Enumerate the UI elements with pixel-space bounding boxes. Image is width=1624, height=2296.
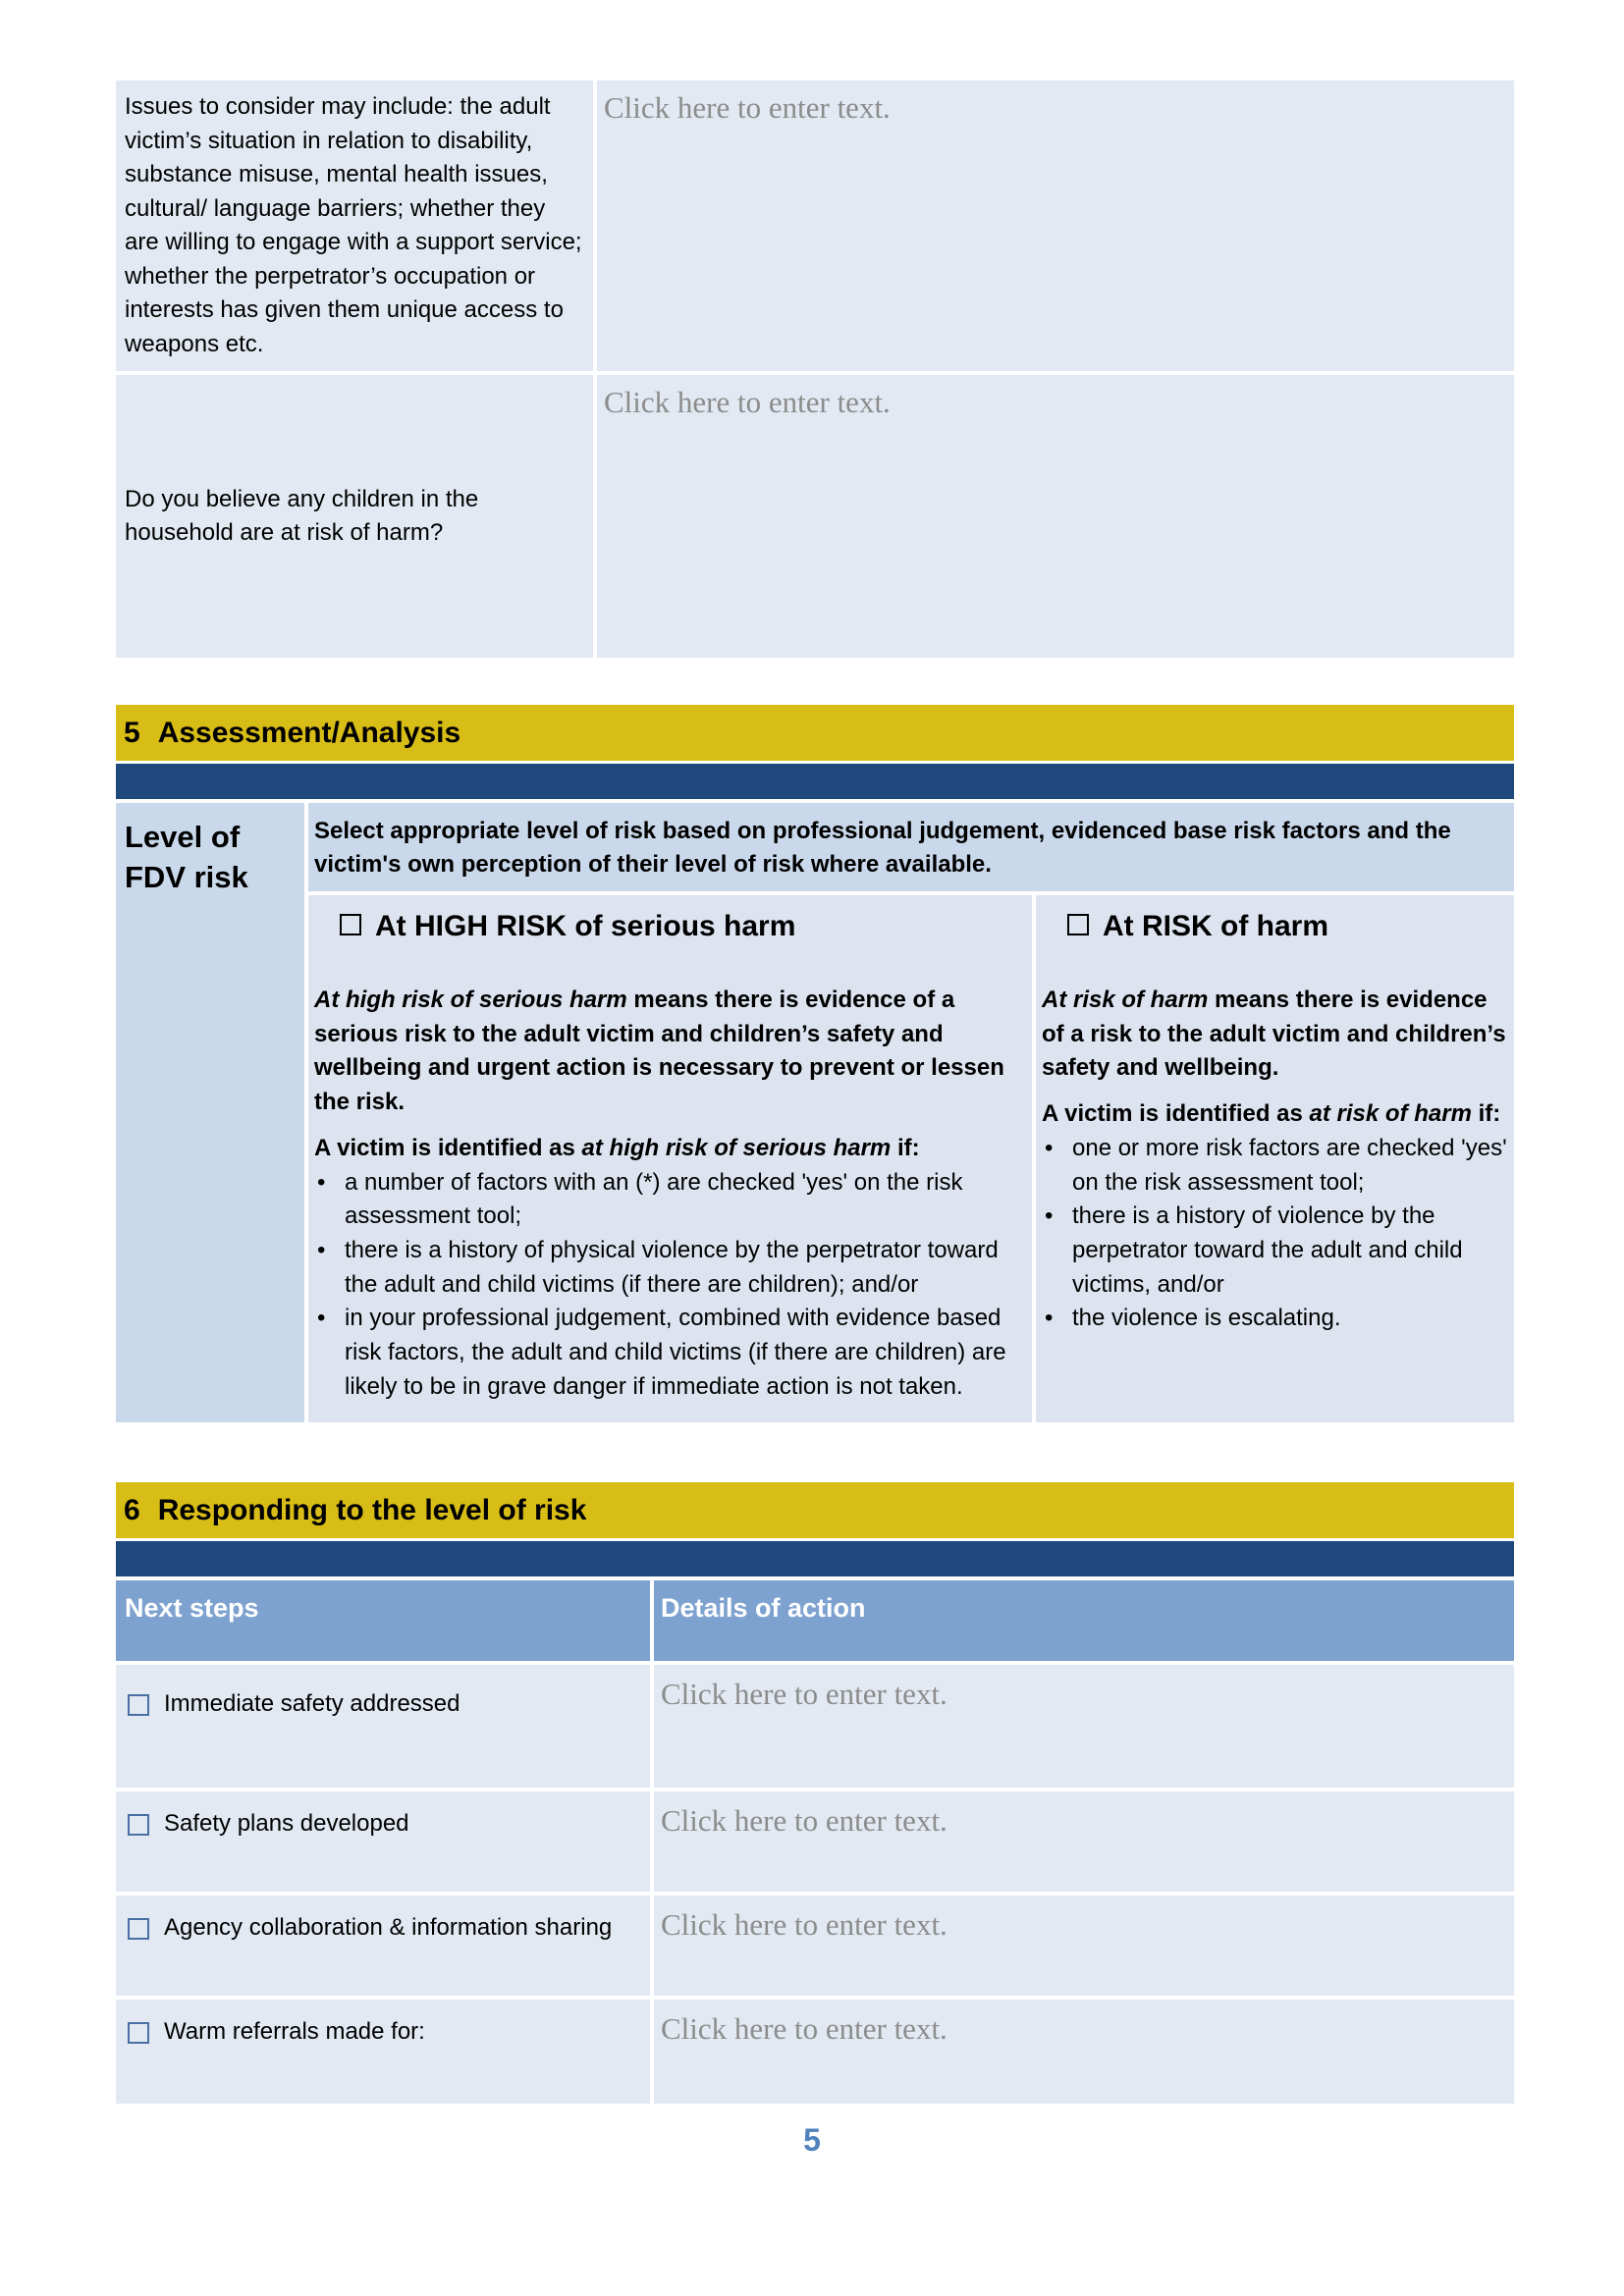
safety-plans-label: Safety plans developed xyxy=(164,1810,409,1837)
risk-identified-pre: A victim is identified as xyxy=(1042,1100,1310,1128)
section6-navy-bar xyxy=(116,1541,1514,1576)
next-steps-header-text: Next steps xyxy=(125,1593,259,1623)
children-question-text: Do you believe any children in the household are at risk of harm? xyxy=(125,485,479,546)
high-risk-identified-post: if: xyxy=(891,1134,920,1161)
high-risk-option xyxy=(308,895,1032,1422)
warm-referrals-placeholder: Click here to enter text. xyxy=(661,2011,947,2046)
list-item: • a number of factors with an (*) are checked 'yes' on the risk assessment tool; xyxy=(314,1166,1028,1234)
children-answer-placeholder: Click here to enter text. xyxy=(604,385,891,419)
high-risk-definition-em: At high risk of serious harm xyxy=(314,987,627,1013)
risk-identified-post: if: xyxy=(1471,1100,1501,1128)
issues-answer-placeholder: Click here to enter text. xyxy=(604,90,891,125)
details-column-header xyxy=(654,1580,1514,1661)
high-risk-heading-row[interactable] xyxy=(314,907,1028,946)
risk-heading-row[interactable] xyxy=(1042,907,1508,946)
safety-plans-checkbox[interactable] xyxy=(128,1814,149,1836)
risk-identified-em: at risk of harm xyxy=(1309,1100,1472,1128)
next-steps-column-header xyxy=(116,1580,650,1661)
safety-plans-details-field[interactable] xyxy=(654,1791,1514,1892)
immediate-safety-checkbox[interactable] xyxy=(128,1694,149,1716)
section5-number: 5 xyxy=(124,716,140,749)
risk-instruction-text: Select appropriate level of risk based on professional judgement, evidenced base risk factors and the victim's own perception of their level of risk where available. xyxy=(314,818,1451,878)
children-answer-field[interactable] xyxy=(597,375,1514,658)
list-item: • there is a history of violence by the perpetrator toward the adult and child victims, and/or xyxy=(1042,1200,1508,1302)
list-item: • the violence is escalating. xyxy=(1042,1302,1508,1336)
agency-collaboration-details-field[interactable] xyxy=(654,1896,1514,1996)
section5-navy-bar xyxy=(116,764,1514,799)
high-risk-checkbox[interactable] xyxy=(340,914,361,935)
level-of-risk-label: Level of FDV risk xyxy=(125,820,248,894)
section5-header xyxy=(116,705,1514,761)
children-question-cell xyxy=(116,375,593,658)
page-number: 5 xyxy=(803,2122,821,2158)
table-row xyxy=(116,2000,650,2104)
risk-criteria-list xyxy=(1042,1132,1508,1336)
list-item: • one or more risk factors are checked 'yes' on the risk assessment tool; xyxy=(1042,1132,1508,1200)
risk-instruction-cell xyxy=(308,803,1514,891)
warm-referrals-label: Warm referrals made for: xyxy=(164,2018,425,2045)
section6-header xyxy=(116,1482,1514,1538)
risk-identified xyxy=(1042,1097,1508,1132)
issues-question-text: Issues to consider may include: the adult victim’s situation in relation to disability, substance misuse, mental health issues, cultural/ language barriers; whether they are willing to engage with a support service; whether the perpetrator’s occupation or interests has given them unique access to weapons etc. xyxy=(125,93,582,357)
list-item: • there is a history of physical violence by the perpetrator toward the adult and child victims (if there are children); and/or xyxy=(314,1234,1028,1302)
high-risk-definition-rest: means there is evidence of a serious risk to the adult victim and children’s safety and wellbeing and urgent action is necessary to prevent or lessen the risk. xyxy=(314,987,1004,1116)
immediate-safety-details-field[interactable] xyxy=(654,1665,1514,1788)
high-risk-identified-pre: A victim is identified as xyxy=(314,1134,582,1161)
safety-plans-placeholder: Click here to enter text. xyxy=(661,1803,947,1838)
issues-answer-field[interactable] xyxy=(597,80,1514,371)
risk-definition-rest: means there is evidence of a risk to the adult victim and children’s safety and wellbeing. xyxy=(1042,987,1506,1082)
risk-definition-em: At risk of harm xyxy=(1042,987,1209,1013)
immediate-safety-label: Immediate safety addressed xyxy=(164,1690,460,1717)
level-of-risk-label-cell xyxy=(116,803,304,1422)
table-row xyxy=(116,1896,650,1996)
warm-referrals-checkbox[interactable] xyxy=(128,2022,149,2044)
agency-collaboration-placeholder: Click here to enter text. xyxy=(661,1907,947,1942)
table-row xyxy=(116,1791,650,1892)
table-row xyxy=(116,1665,650,1788)
risk-checkbox[interactable] xyxy=(1067,914,1089,935)
risk-option xyxy=(1036,895,1514,1422)
agency-collaboration-label: Agency collaboration & information sharing xyxy=(164,1914,613,1941)
risk-definition xyxy=(1042,984,1508,1086)
high-risk-heading: At HIGH RISK of serious harm xyxy=(375,910,796,942)
high-risk-identified xyxy=(314,1132,1028,1166)
section6-title: Responding to the level of risk xyxy=(157,1493,587,1526)
risk-heading: At RISK of harm xyxy=(1103,910,1329,942)
list-item: • in your professional judgement, combined with evidence based risk factors, the adult and child victims (if there are children) are likely to be in grave danger if immediate action is not taken. xyxy=(314,1302,1028,1404)
high-risk-criteria-list xyxy=(314,1166,1028,1405)
immediate-safety-placeholder: Click here to enter text. xyxy=(661,1677,947,1711)
high-risk-definition xyxy=(314,984,1028,1120)
high-risk-identified-em: at high risk of serious harm xyxy=(581,1134,892,1161)
section5-title: Assessment/Analysis xyxy=(157,716,461,749)
agency-collaboration-checkbox[interactable] xyxy=(128,1918,149,1940)
issues-question-cell xyxy=(116,80,593,371)
section6-number: 6 xyxy=(124,1493,140,1526)
details-header-text: Details of action xyxy=(661,1593,866,1623)
warm-referrals-details-field[interactable] xyxy=(654,2000,1514,2104)
